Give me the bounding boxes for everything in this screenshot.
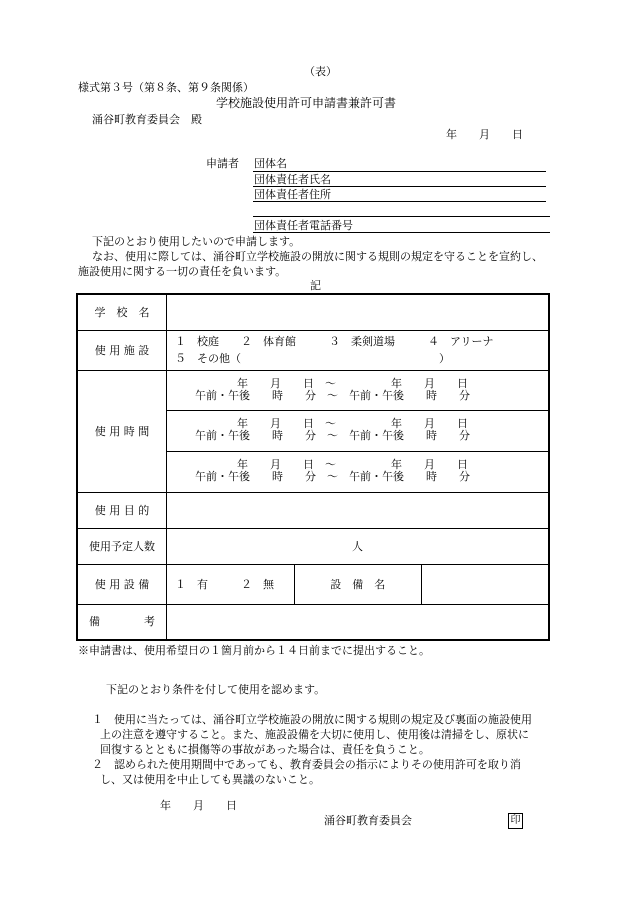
people-field[interactable] <box>167 528 550 564</box>
school-name-field[interactable] <box>167 294 550 330</box>
approval-date: 年 月 日 <box>160 799 237 812</box>
rep-address-label: 団体責任者住所 <box>254 188 331 201</box>
intro-line-1: 下記のとおり使用したいので申請します。 <box>92 235 301 248</box>
facility-label: 使 用 施 設 <box>77 330 167 370</box>
facility-line-1: １ 校庭 ２ 体育館 ３ 柔剣道場 ４ アリーナ <box>175 335 494 348</box>
approval-lead: 下記のとおり条件を付して使用を認めます。 <box>106 683 326 696</box>
condition-2-line-1: ２ 認められた使用期間中であっても、教育委員会の指示によりその使用許可を取り消 <box>92 758 521 771</box>
group-name-line[interactable] <box>253 171 546 172</box>
seal-box: 印 <box>508 813 523 829</box>
people-unit: 人 <box>352 539 363 553</box>
people-label: 使用予定人数 <box>77 528 167 564</box>
intro-line-3: 施設使用に関する一切の責任を負います。 <box>78 265 287 278</box>
ki-label: 記 <box>310 279 321 292</box>
applicant-label: 申請者 <box>206 157 239 170</box>
application-date: 年 月 日 <box>446 128 523 141</box>
page-title: 学校施設使用許可申請書兼許可書 <box>216 96 397 110</box>
rep-name-label: 団体責任者氏名 <box>254 173 331 186</box>
time-slot-date: 年 月 日 〜 年 月 日 <box>237 376 468 390</box>
purpose-field[interactable] <box>167 492 550 528</box>
equipment-name-field[interactable] <box>422 564 550 604</box>
form-number: 様式第３号（第８条、第９条関係） <box>78 81 254 94</box>
remarks-field[interactable] <box>167 604 550 640</box>
condition-1-line-3: 回復するとともに損傷等の事故があった場合は、責任を負うこと。 <box>100 743 430 756</box>
rep-address-line-2[interactable] <box>253 216 550 217</box>
facility-line-2: ５ その他（ ） <box>175 352 450 365</box>
time-slot-time: 午前・午後 時 分 〜 午前・午後 時 分 <box>195 428 470 442</box>
submission-note: ※申請書は、使用希望日の１箇月前から１４日前までに提出すること。 <box>78 644 430 657</box>
time-slot-time: 午前・午後 時 分 〜 午前・午後 時 分 <box>195 469 470 483</box>
issuer: 涌谷町教育委員会 <box>324 814 412 827</box>
rep-phone-label: 団体責任者電話番号 <box>254 219 353 232</box>
time-slot-time: 午前・午後 時 分 〜 午前・午後 時 分 <box>195 388 470 402</box>
rep-phone-line[interactable] <box>253 232 550 233</box>
application-table <box>76 293 550 641</box>
time-slot-date: 年 月 日 〜 年 月 日 <box>237 416 468 430</box>
time-slot-date: 年 月 日 〜 年 月 日 <box>237 457 468 471</box>
equipment-name-label: 設 備 名 <box>294 564 422 604</box>
equipment-label: 使 用 設 備 <box>77 564 167 604</box>
condition-1-line-2: 上の注意を遵守すること。また、施設設備を大切に使用し、使用後は清掃をし、原状に <box>100 728 529 741</box>
equipment-options[interactable]: １ 有 ２ 無 <box>167 564 295 604</box>
school-name-label: 学 校 名 <box>77 294 167 330</box>
addressee: 涌谷町教育委員会 殿 <box>92 113 202 126</box>
facility-options[interactable] <box>167 330 550 370</box>
group-name-label: 団体名 <box>254 157 287 170</box>
condition-2-line-2: し、又は使用を中止しても異議のないこと。 <box>100 773 320 786</box>
purpose-label: 使 用 目 的 <box>77 492 167 528</box>
omote-label: （表） <box>304 65 337 78</box>
remarks-label: 備 考 <box>77 604 167 640</box>
time-cell <box>167 370 550 492</box>
rep-address-line[interactable] <box>253 201 546 202</box>
intro-line-2: なお、使用に際しては、涌谷町立学校施設の開放に関する規則の規定を守ることを宣約し、 <box>92 250 543 263</box>
time-slot[interactable] <box>167 452 548 492</box>
time-label: 使 用 時 間 <box>77 370 167 492</box>
time-slot[interactable] <box>167 371 548 411</box>
rep-name-line[interactable] <box>253 186 546 187</box>
condition-1-line-1: １ 使用に当たっては、涌谷町立学校施設の開放に関する規則の規定及び裏面の施設使用 <box>92 713 532 726</box>
time-slot[interactable] <box>167 411 548 452</box>
